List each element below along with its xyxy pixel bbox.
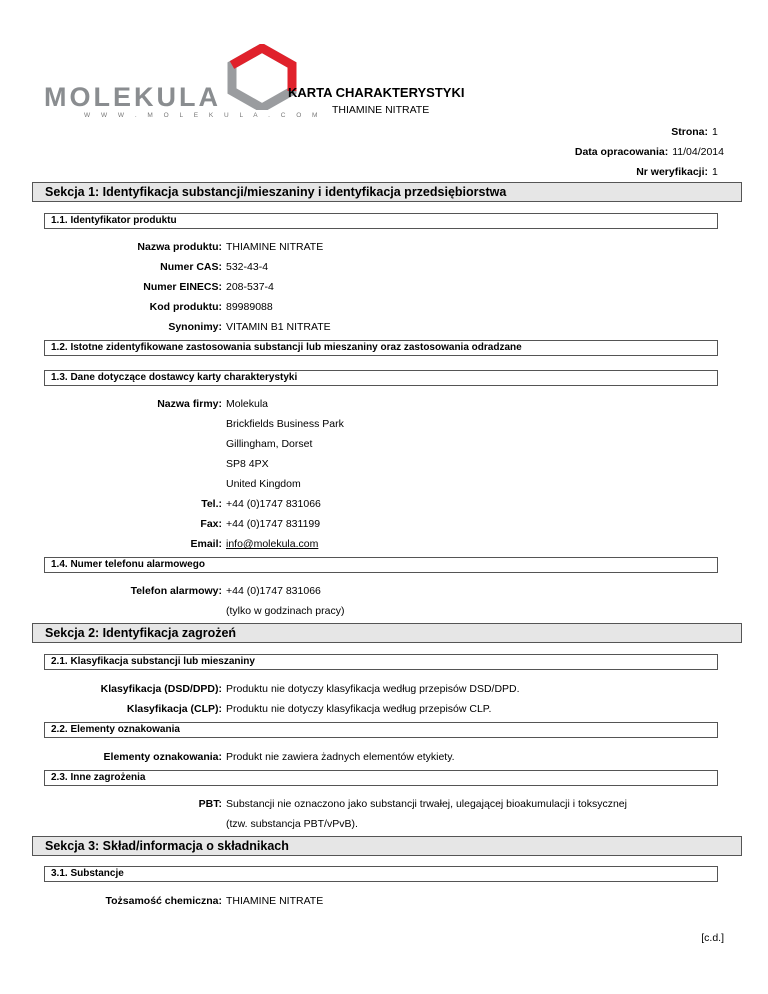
company-line: Gillingham, Dorset (226, 438, 313, 450)
pbt-label: PBT: (198, 798, 222, 810)
product-name-value: THIAMINE NITRATE (226, 241, 324, 253)
subsection-1-4: 1.4. Numer telefonu alarmowego (44, 557, 718, 573)
subsection-1-1: 1.1. Identyfikator produktu (44, 213, 718, 229)
meta-page (671, 126, 724, 138)
section-3-header: Sekcja 3: Skład/informacja o składnikach (32, 836, 742, 856)
subsection-1-3: 1.3. Dane dotyczące dostawcy karty charakterystyki (44, 370, 718, 386)
company-line: United Kingdom (226, 478, 301, 490)
subsection-3-1: 3.1. Substancje (44, 866, 718, 882)
product-name-label: Nazwa produktu: (137, 241, 222, 253)
company-line: SP8 4PX (226, 458, 269, 470)
molekula-logo-mark (226, 44, 298, 110)
emergency-note: (tylko w godzinach pracy) (226, 605, 345, 617)
fax-label: Fax: (200, 518, 222, 530)
document-title: KARTA CHARAKTERYSTYKI (288, 85, 465, 100)
subsection-2-2: 2.2. Elementy oznakowania (44, 722, 718, 738)
tel-label: Tel.: (201, 498, 222, 510)
chemical-identity-label: Tożsamość chemiczna: (105, 895, 222, 907)
document-subtitle: THIAMINE NITRATE (332, 104, 430, 116)
logo-wordmark: MOLEKULA (44, 82, 221, 112)
emergency-value: +44 (0)1747 831066 (226, 585, 321, 597)
meta-date-label: Data opracowania: (574, 146, 669, 158)
meta-revision-label: Nr weryfikacji: (636, 166, 708, 178)
meta-revision (636, 166, 724, 178)
clp-label: Klasyfikacja (CLP): (126, 703, 222, 715)
dsd-label: Klasyfikacja (DSD/DPD): (100, 683, 222, 695)
chemical-identity-value: THIAMINE NITRATE (226, 895, 324, 907)
meta-page-value: 1 (712, 126, 718, 138)
section-1-header: Sekcja 1: Identyfikacja substancji/mieszaniny i identyfikacja przedsiębiorstwa (32, 182, 742, 202)
label-elements-value: Produkt nie zawiera żadnych elementów etykiety. (226, 751, 455, 763)
continued-marker: [c.d.] (701, 932, 724, 944)
subsection-1-2: 1.2. Istotne zidentyfikowane zastosowania substancji lub mieszaniny oraz zastosowania odradzane (44, 340, 718, 356)
pbt-line-1: Substancji nie oznaczono jako substancji trwałej, ulegającej bioakumulacji i toksycznej (226, 798, 627, 810)
subsection-2-3: 2.3. Inne zagrożenia (44, 770, 718, 786)
email-value (226, 538, 318, 550)
meta-date-value: 11/04/2014 (672, 146, 724, 158)
cas-label: Numer CAS: (160, 261, 222, 273)
product-code-value: 89989088 (226, 301, 273, 313)
subsection-2-1: 2.1. Klasyfikacja substancji lub mieszaniny (44, 654, 718, 670)
company-line: Brickfields Business Park (226, 418, 344, 430)
label-elements-label: Elementy oznakowania: (103, 751, 222, 763)
company-label: Nazwa firmy: (157, 398, 222, 410)
meta-revision-value: 1 (712, 166, 718, 178)
cas-value: 532-43-4 (226, 261, 269, 273)
company-line: Molekula (226, 398, 269, 410)
einecs-value: 208-537-4 (226, 281, 274, 293)
pbt-line-2: (tzw. substancja PBT/vPvB). (226, 818, 358, 830)
synonyms-label: Synonimy: (168, 321, 222, 333)
email-link[interactable]: info@molekula.com (226, 538, 319, 550)
meta-page-label: Strona: (671, 126, 708, 138)
clp-value: Produktu nie dotyczy klasyfikacja według przepisów CLP. (226, 703, 492, 715)
logo-url: W W W . M O L E K U L A . C O M (84, 112, 322, 119)
product-code-label: Kod produktu: (149, 301, 222, 313)
fax-value: +44 (0)1747 831199 (226, 518, 321, 530)
synonyms-value: VITAMIN B1 NITRATE (226, 321, 331, 333)
email-label: Email: (190, 538, 222, 550)
tel-value: +44 (0)1747 831066 (226, 498, 321, 510)
section-2-header: Sekcja 2: Identyfikacja zagrożeń (32, 623, 742, 643)
emergency-label: Telefon alarmowy: (130, 585, 222, 597)
dsd-value: Produktu nie dotyczy klasyfikacja według przepisów DSD/DPD. (226, 683, 520, 695)
einecs-label: Numer EINECS: (143, 281, 222, 293)
meta-date (575, 146, 724, 158)
